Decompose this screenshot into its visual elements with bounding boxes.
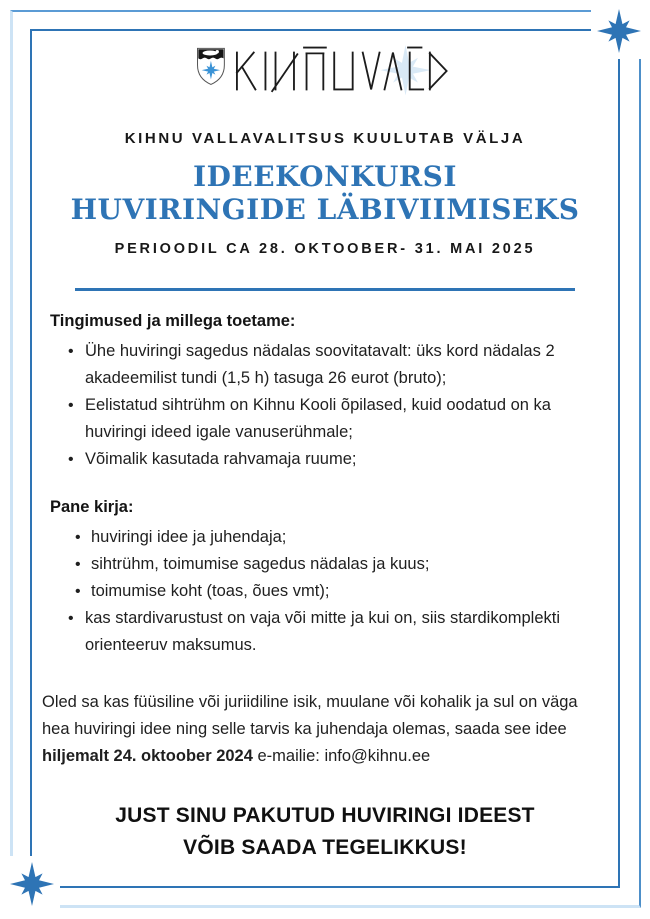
kihnu-vald-logo xyxy=(42,42,608,100)
conditions-heading: Tingimused ja millega toetame: xyxy=(50,312,296,330)
write-down-heading: Pane kirja: xyxy=(50,498,134,516)
page-title xyxy=(42,160,608,226)
pale-compass-star-icon xyxy=(380,45,430,95)
closing-text-end: e-mailie: xyxy=(252,747,325,765)
closing-text-start: Oled sa kas füüsiline või juriidiline isik, muulane või kohalik ja sul on väga hea huviringi idee ning selle tarvis ka juhendaja olemas, saada see idee xyxy=(42,693,578,738)
contact-email: info@kihnu.ee xyxy=(324,747,431,765)
title-line-2: HUVIRINGIDE LÄBIVIIMISEKS xyxy=(70,193,580,226)
slogan-line-2: VÕIB SAADA TEGELIKKUS! xyxy=(183,836,467,859)
coat-of-arms-icon xyxy=(198,48,225,84)
deadline-year: 2024 xyxy=(211,747,253,765)
write-down-list xyxy=(42,524,608,659)
list-item: • huviringi idee ja juhendaja; xyxy=(42,524,608,551)
list-item: • kas stardivarustust on vaja või mitte ja kui on, siis stardikomplekti orienteeruv maksumus. xyxy=(42,605,608,659)
deadline-text: hiljemalt 24. oktoober xyxy=(42,747,212,765)
list-item: • Eelistatud sihtrühm on Kihnu Kooli õpilased, kuid oodatud on ka huviringi ideed igale vanuserühmale; xyxy=(42,392,608,446)
conditions-list xyxy=(42,338,608,473)
list-item: • toimumise koht (toas, õues vmt); xyxy=(42,578,608,605)
slogan-line-1: JUST SINU PAKUTUD HUVIRINGI IDEEST xyxy=(115,804,535,827)
list-item: • Ühe huviringi sagedus nädalas soovitatavalt: üks kord nädalas 2 akadeemilist tundi (1,5 h) tasuga 26 eurot (bruto); xyxy=(42,338,608,392)
kihnu-vald-wordmark xyxy=(194,45,456,97)
closing-paragraph xyxy=(42,689,608,770)
title-line-1: IDEEKONKURSI xyxy=(193,160,457,193)
announcement-kicker: KIHNU VALLAVALITSUS KUULUTAB VÄLJA xyxy=(124,130,526,147)
list-item: • sihtrühm, toimumise sagedus nädalas ja kuus; xyxy=(42,551,608,578)
section-divider xyxy=(75,288,575,291)
slogan xyxy=(42,800,608,864)
list-item: • Võimalik kasutada rahvamaja ruume; xyxy=(42,446,608,473)
period-line: PERIOODIL CA 28. OKTOOBER- 31. MAI 2025 xyxy=(114,241,536,257)
